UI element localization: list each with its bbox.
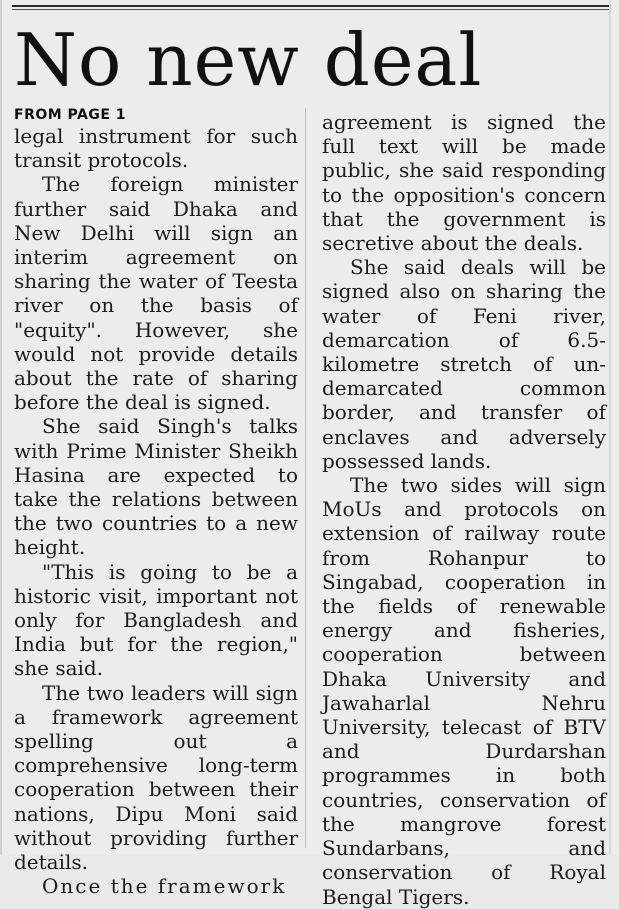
paragraph: legal instrument for such transit protocols. xyxy=(14,124,298,173)
paragraph: She said Singh's talks with Prime Minister Sheikh Hasina are expected to take the relations between the two countries to a new height. xyxy=(14,414,298,560)
paragraph: She said deals will be signed also on sharing the water of Feni river, demarcation of 6.5-kilometre stretch of un-demarcated common border, and transfer of enclaves and adversely possessed lands. xyxy=(322,255,606,473)
top-rule-thin xyxy=(12,9,609,10)
headline: No new deal xyxy=(14,18,483,102)
paragraph: Once the framework xyxy=(42,874,287,899)
paragraph: The two leaders will sign a framework agreement spelling out a comprehensive long-term cooperation between their nations, Dipu Moni said without providing further details. xyxy=(14,680,298,875)
kicker: FROM PAGE 1 xyxy=(14,107,127,123)
paragraph: The two sides will sign MoUs and protocols on extension of railway route from Rohanpur to Singabad, cooperation in the fields of renewable energy and fisheries, cooperation between Dhaka University and Jawaharlal Nehru University, telecast of BTV and Durdarshan programmes in both countries, conservation of the mangrove forest Sundarbans, and conservation of Royal Bengal Tigers. xyxy=(322,473,606,909)
top-rule xyxy=(12,5,609,7)
left-column xyxy=(14,106,298,899)
paragraph: agreement is signed the full text will be made public, she said responding to the opposition's concern that the government is secretive about the deals. xyxy=(322,110,606,256)
right-edge-rule xyxy=(609,0,611,855)
paragraph: The foreign minister further said Dhaka and New Delhi will sign an interim agreement on sharing the water of Teesta river on the basis of "equity". However, she would not provide details about the rate of sharing before the deal is signed. xyxy=(14,172,298,415)
right-column xyxy=(322,110,606,909)
column-divider xyxy=(305,108,306,848)
paragraph: "This is going to be a historic visit, important not only for Bangladesh and India but for the region," she said. xyxy=(14,559,298,681)
